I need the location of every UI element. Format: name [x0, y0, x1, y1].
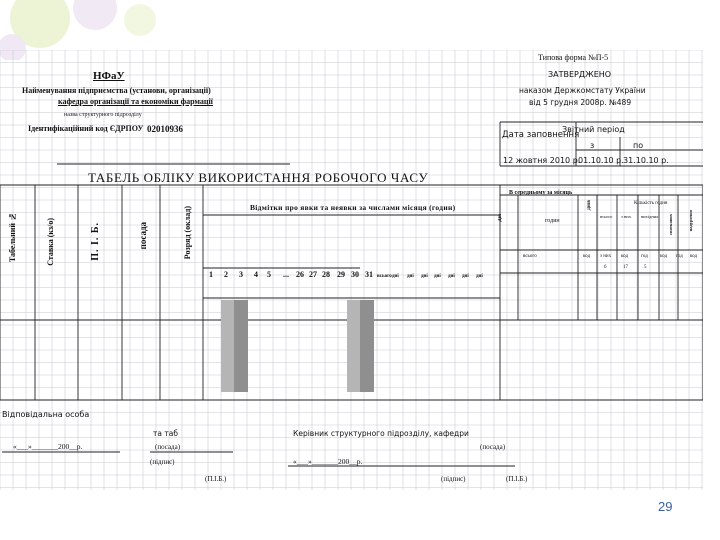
- weekend-shade-1: [234, 300, 248, 392]
- reporting-period-label: Звітний період: [562, 125, 625, 134]
- name-caption: (П.І.Б.): [205, 475, 227, 483]
- code-row-label-1: всього: [523, 254, 537, 259]
- summary-subcol-weekend: вихідних: [641, 214, 659, 219]
- day-2: 2: [224, 270, 228, 279]
- day-10: 29: [337, 270, 345, 279]
- day-8: 27: [309, 270, 317, 279]
- day-7: 26: [296, 270, 304, 279]
- day-4: 4: [254, 270, 258, 279]
- standard-form-label: Типова форма №П-5: [538, 53, 609, 62]
- signature-caption: (підпис): [150, 458, 175, 466]
- summary-subcol-of-them: з них: [621, 214, 631, 219]
- day-11: 30: [351, 270, 359, 279]
- day-6: ...: [283, 270, 289, 279]
- summary-subcol-overtime: надурочно: [688, 210, 693, 232]
- period-to-value: 31.10.10 р.: [623, 156, 669, 165]
- summary-hours-caption: Кількість годин: [634, 201, 668, 206]
- approved-date: від 5 грудня 2008р. №489: [529, 98, 632, 107]
- code-row-label-4: код: [621, 254, 629, 259]
- position-caption-right: (посада): [480, 443, 506, 451]
- day-summary-label-8: дні: [476, 274, 483, 279]
- fill-date-value: 12 жовтня 2010 р.: [503, 156, 581, 165]
- col-name: П. І. Б.: [90, 222, 101, 261]
- code-row-label-7: год: [676, 254, 683, 259]
- date-right: «___»_______200__р.: [293, 457, 363, 466]
- day-1: 1: [209, 270, 213, 279]
- day-5: 5: [267, 270, 271, 279]
- day-summary-label-3: дні: [407, 274, 414, 279]
- edrpou-value: 02010936: [147, 124, 183, 134]
- day-summary-label-5: дні: [434, 274, 441, 279]
- day-12: 31: [365, 270, 373, 279]
- summary-days-col: Днів: [587, 200, 592, 211]
- edrpou-label: Ідентифікаційний код ЄДРПОУ: [28, 124, 144, 133]
- approved-by: наказом Держкомстату України: [519, 86, 646, 95]
- position-caption: (посада): [155, 443, 181, 451]
- signature-caption-right: (підпис): [441, 475, 466, 483]
- summary-hours-col: годин: [545, 218, 560, 224]
- weekend-shade-3: [360, 300, 374, 392]
- responsible-label: Відповідальна особа: [2, 410, 90, 419]
- fill-date-label: Дата заповнення: [502, 130, 580, 140]
- summary-days-short: Дні: [498, 214, 503, 222]
- day-summary-label-2: дні: [392, 274, 399, 279]
- approved-label: ЗАТВЕРДЖЕНО: [548, 70, 612, 79]
- col-rate: Ставка (кз/о): [46, 218, 55, 266]
- code-number-3: 5: [644, 265, 647, 270]
- marks-caption: Відмітки про явки та неявки за числами місяця (годин): [250, 203, 456, 212]
- period-to-label: по: [633, 141, 644, 150]
- summary-subcol-all: всього: [600, 214, 613, 219]
- page-number: 29: [658, 499, 673, 514]
- weekend-shade-0: [221, 300, 235, 392]
- organization-name: НФаУ: [93, 70, 125, 82]
- tab-number-label: та таб: [153, 429, 178, 438]
- organization-caption: Найменування підприємства (установи, організації): [22, 86, 211, 95]
- day-3: 3: [239, 270, 243, 279]
- code-row-label-2: код: [583, 254, 591, 259]
- col-category: Розряд (оклад): [183, 206, 192, 260]
- code-row-label-6: код: [660, 254, 668, 259]
- period-from-value: 01.10.10 р.: [578, 156, 624, 165]
- col-tab-number: Табельний №: [8, 212, 17, 263]
- department-caption: кафедра організації та економіки фармації: [58, 97, 213, 106]
- code-row-label-3: з них: [600, 254, 612, 259]
- summary-caption: В середньому за місяць: [509, 190, 573, 196]
- period-from-label: з: [590, 141, 595, 150]
- page-title: ТАБЕЛЬ ОБЛІКУ ВИКОРИСТАННЯ РОБОЧОГО ЧАСУ: [88, 170, 429, 185]
- day-summary-label-7: дні: [462, 274, 469, 279]
- day-summary-label-1: всього: [377, 274, 392, 279]
- subdivision-caption: назва структурного підрозділу: [64, 112, 142, 118]
- name-caption-right: (П.І.Б.): [506, 475, 528, 483]
- code-row-label-5: год: [641, 254, 648, 259]
- day-summary-label-4: дні: [421, 274, 428, 279]
- summary-subcol-holiday: святкових: [668, 214, 673, 235]
- head-of-unit-label: Керівник структурного підрозділу, кафедри: [293, 429, 469, 438]
- col-position: посада: [138, 222, 148, 250]
- code-row-label-8: код: [690, 254, 698, 259]
- date-left: «___»_______200__р.: [13, 442, 83, 451]
- day-9: 28: [322, 270, 330, 279]
- code-number-1: 6: [604, 265, 607, 270]
- code-number-2: 17: [623, 265, 628, 270]
- day-summary-label-6: дні: [448, 274, 455, 279]
- weekend-shade-2: [347, 300, 361, 392]
